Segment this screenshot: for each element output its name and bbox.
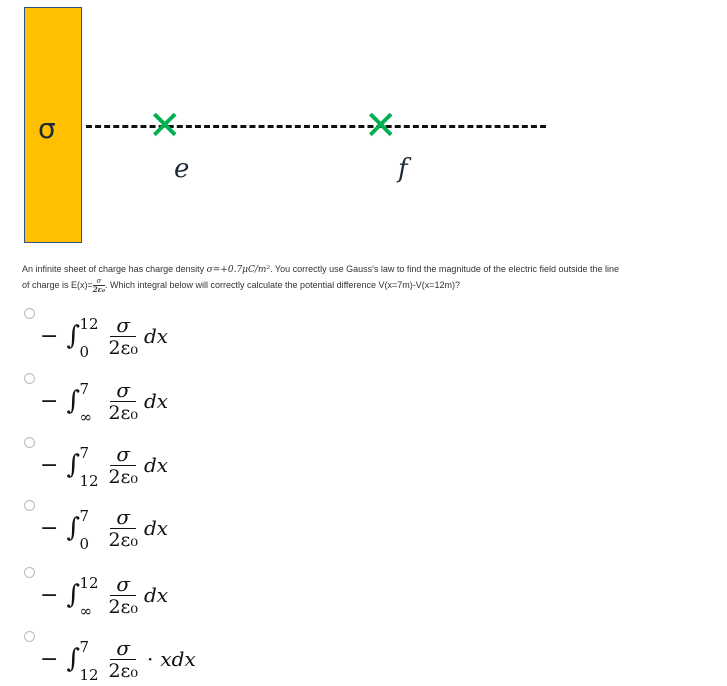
- lower-limit: 0: [79, 535, 89, 553]
- upper-limit: 7: [79, 638, 89, 656]
- question-line2-start: of charge is E(x)=: [22, 280, 93, 290]
- radio-button[interactable]: [24, 437, 35, 448]
- fraction-numerator: σ: [110, 506, 136, 529]
- point-f-marker-icon: ✕: [364, 103, 398, 149]
- option-formula: [40, 439, 168, 491]
- integrand-fraction: [108, 637, 138, 682]
- differential: dx: [144, 389, 169, 413]
- minus-sign: −: [40, 515, 59, 541]
- fraction-denominator: 2ε₀: [108, 659, 138, 682]
- point-e-marker-icon: ✕: [148, 103, 182, 149]
- upper-limit: 7: [79, 444, 89, 462]
- fraction-numerator: σ: [110, 314, 136, 337]
- fraction-numerator: σ: [110, 637, 136, 660]
- fraction-denominator: 2ε₀: [108, 401, 138, 424]
- integrand-fraction: [108, 314, 138, 359]
- integral-symbol: ∫ 7 ∞: [66, 380, 92, 426]
- minus-sign: −: [40, 582, 59, 608]
- integral-symbol: ∫ 12 0: [66, 315, 99, 361]
- answer-option-5[interactable]: [24, 567, 324, 622]
- charge-density-value: σ=+0.7μC/m²: [206, 265, 271, 275]
- upper-limit: 12: [79, 574, 99, 592]
- answer-option-3[interactable]: [24, 437, 324, 492]
- radio-button[interactable]: [24, 500, 35, 511]
- field-fraction-numerator: σ: [93, 278, 105, 286]
- radio-button[interactable]: [24, 567, 35, 578]
- integral-symbol: ∫ 12 ∞: [66, 574, 99, 620]
- question-line1-rest: . You correctly use Gauss's law to find the magnitude of the electric field outside the line: [270, 264, 619, 274]
- sheet-sigma-label: σ: [38, 112, 56, 145]
- integral-symbol: ∫ 7 12: [66, 444, 99, 490]
- point-e-label: e: [174, 154, 190, 184]
- field-fraction-denominator: 2ε₀: [92, 285, 105, 295]
- integral-symbol: ∫ 7 0: [66, 507, 89, 553]
- minus-sign: −: [40, 646, 59, 672]
- differential: dx: [144, 453, 169, 477]
- upper-limit: 7: [79, 380, 89, 398]
- lower-limit: 12: [79, 666, 99, 684]
- fraction-numerator: σ: [110, 379, 136, 402]
- lower-limit: ∞: [79, 408, 92, 426]
- option-formula: [40, 633, 196, 685]
- fraction-denominator: 2ε₀: [108, 595, 138, 618]
- radio-button[interactable]: [24, 308, 35, 319]
- answer-option-1[interactable]: [24, 308, 324, 363]
- question-text: [22, 262, 722, 293]
- lower-limit: 0: [79, 343, 89, 361]
- option-formula: [40, 310, 168, 362]
- upper-limit: 12: [79, 315, 99, 333]
- option-formula: [40, 375, 168, 427]
- answer-option-4[interactable]: [24, 500, 324, 555]
- option-formula: [40, 502, 168, 554]
- upper-limit: 7: [79, 507, 89, 525]
- minus-sign: −: [40, 452, 59, 478]
- fraction-denominator: 2ε₀: [108, 336, 138, 359]
- lower-limit: ∞: [79, 602, 92, 620]
- field-fraction: [93, 278, 105, 293]
- integrand-fraction: [108, 443, 138, 488]
- question-line1-text: An infinite sheet of charge has charge density: [22, 264, 207, 274]
- question-line-1: [22, 262, 722, 278]
- answer-option-2[interactable]: [24, 373, 324, 428]
- differential: dx: [144, 516, 169, 540]
- integrand-fraction: [108, 506, 138, 551]
- lower-limit: 12: [79, 472, 99, 490]
- integrand-fraction: [108, 379, 138, 424]
- radio-button[interactable]: [24, 631, 35, 642]
- differential: xdx: [160, 647, 196, 671]
- question-line-2: [22, 278, 722, 293]
- integral-symbol: ∫ 7 12: [66, 638, 99, 684]
- fraction-numerator: σ: [110, 443, 136, 466]
- question-line2-rest: . Which integral below will correctly calculate the potential difference V(x=7m)-V(x=12m)?: [104, 280, 460, 290]
- point-f-label: f: [398, 154, 408, 184]
- answer-option-6[interactable]: [24, 631, 324, 686]
- differential: dx: [144, 324, 169, 348]
- option-formula: [40, 569, 168, 621]
- radio-button[interactable]: [24, 373, 35, 384]
- minus-sign: −: [40, 388, 59, 414]
- minus-sign: −: [40, 323, 59, 349]
- differential: dx: [144, 583, 169, 607]
- fraction-numerator: σ: [110, 573, 136, 596]
- multiply-dot: ·: [147, 647, 154, 671]
- fraction-denominator: 2ε₀: [108, 528, 138, 551]
- fraction-denominator: 2ε₀: [108, 465, 138, 488]
- integrand-fraction: [108, 573, 138, 618]
